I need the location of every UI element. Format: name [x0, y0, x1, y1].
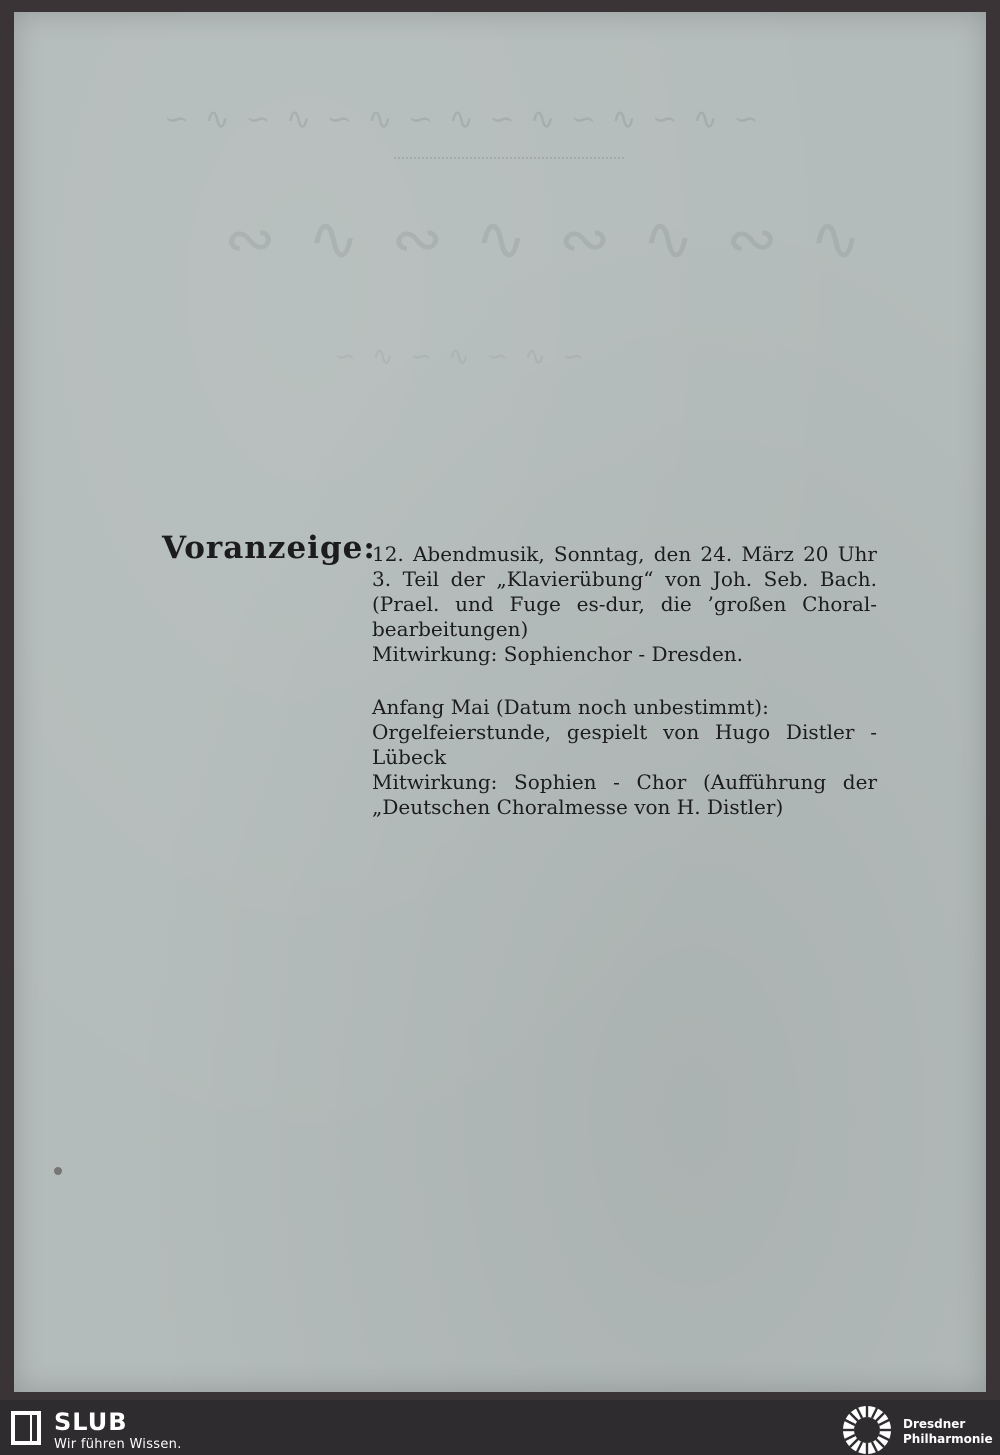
event1-line5: Mitwirkung: Sophienchor - Dresden.	[372, 642, 744, 666]
event2-line1: Anfang Mai (Datum noch unbestimmt):	[372, 695, 769, 719]
slub-name[interactable]: SLUB	[54, 1408, 128, 1436]
philharmonie-sunburst-icon[interactable]	[842, 1405, 892, 1455]
event2-line4: „Deutschen Choralmesse von H. Distler)	[372, 795, 784, 819]
philharmonie-name-line1: Dresdner	[903, 1417, 966, 1431]
bleed-through-rule	[394, 157, 624, 159]
bleed-through-heading: ∽ ∿ ∽ ∿ ∽ ∿ ∽ ∿ ∽ ∿ ∽ ∿ ∽ ∿ ∽	[164, 102, 762, 137]
bleed-through-subtitle: ∽ ∿ ∽ ∿ ∽ ∿ ∽	[334, 342, 589, 372]
announcement-label: Voranzeige:	[162, 530, 376, 566]
slub-tagline: Wir führen Wissen.	[54, 1437, 182, 1452]
event2-line2: Orgelfeierstunde, gespielt von Hugo Distler - Lübeck	[372, 720, 877, 769]
viewer-footer	[0, 1400, 1000, 1455]
philharmonie-name-line2: Philharmonie	[903, 1432, 993, 1446]
event1-line3: (Prael. und Fuge es-dur, die ’großen Choral-	[372, 592, 877, 616]
paper-stain	[54, 1167, 62, 1175]
announcement-body	[372, 542, 877, 820]
event2-line3: Mitwirkung: Sophien - Chor (Aufführung der	[372, 770, 877, 794]
document-page	[14, 12, 986, 1392]
event1-line1: 12. Abendmusik, Sonntag, den 24. März 20 Uhr	[372, 542, 877, 566]
event1-line4: bearbeitungen)	[372, 617, 529, 641]
paragraph-gap	[372, 667, 877, 695]
slub-book-icon[interactable]	[10, 1410, 42, 1446]
bleed-through-title: ∾ ∿ ∾ ∿ ∾ ∿ ∾ ∿	[224, 202, 868, 275]
philharmonie-name[interactable]	[903, 1417, 993, 1447]
event1-line2: 3. Teil der „Klavierübung“ von Joh. Seb. Bach.	[372, 567, 877, 591]
